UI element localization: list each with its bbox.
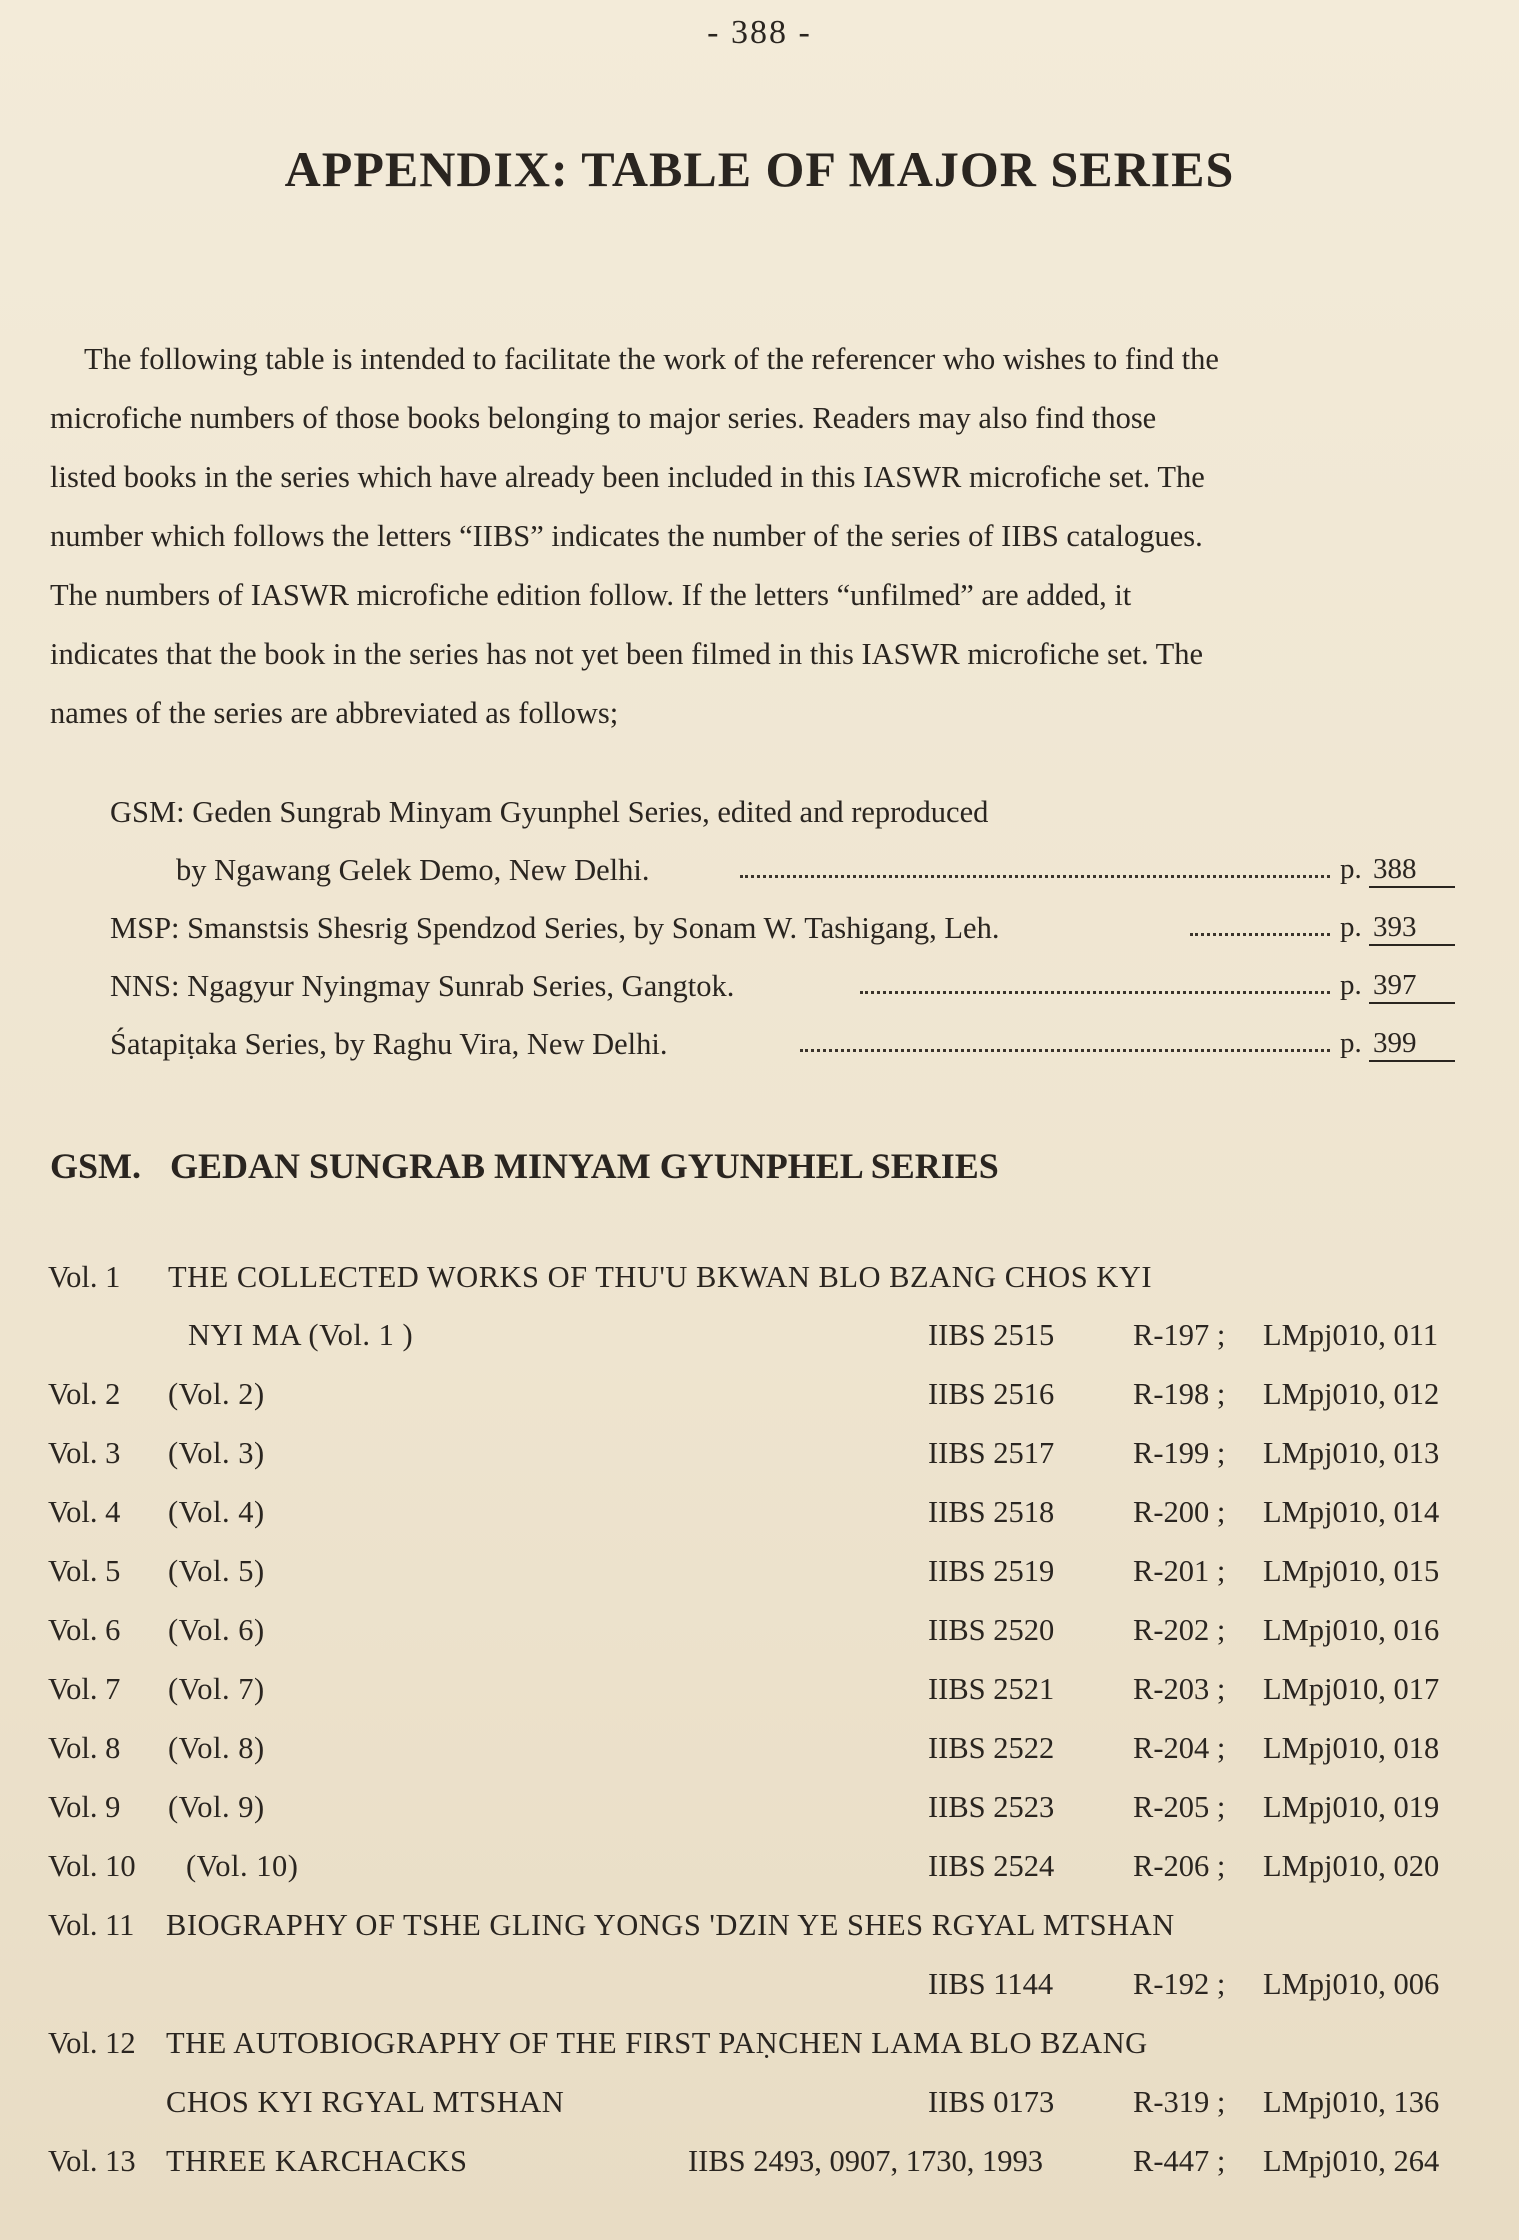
abbreviation-text: by Ngawang Gelek Demo, New Delhi. [176,853,650,887]
table-row [48,2026,1460,2076]
reel-number: R-319 ; [1133,2085,1226,2119]
page-reference-number: 393 [1369,911,1455,946]
table-row [48,1377,1460,1427]
iibs-number: IIBS 2524 [928,1849,1055,1883]
iibs-number: IIBS 2521 [928,1672,1055,1706]
iibs-number: IIBS 2515 [928,1318,1055,1352]
table-row [48,1849,1460,1899]
dot-leader [860,991,1330,994]
table-row [48,1318,1460,1368]
page-reference: p. 399 [1340,1027,1455,1062]
volume-label: Vol. 6 [48,1613,121,1647]
intro-line: microfiche numbers of those books belonging to major series. Readers may also find those [50,401,1157,435]
iibs-number: IIBS 0173 [928,2085,1055,2119]
iibs-number: IIBS 2523 [928,1790,1055,1824]
abbreviation-text: MSP: Smanstsis Shesrig Spendzod Series, by Sonam W. Tashigang, Leh. [110,911,1000,945]
volume-title: (Vol. 9) [168,1790,265,1824]
volume-title: (Vol. 5) [168,1554,265,1588]
microfiche-number: LMpj010, 018 [1263,1731,1440,1765]
abbreviation-text: GSM: Geden Sungrab Minyam Gyunphel Series, edited and reproduced [110,795,989,829]
intro-line: The numbers of IASWR microfiche edition follow. If the letters “unfilmed” are added, it [50,578,1132,612]
microfiche-number: LMpj010, 006 [1263,1967,1440,2001]
reel-number: R-202 ; [1133,1613,1226,1647]
table-row [48,1260,1460,1310]
volume-title: THE COLLECTED WORKS OF THU'U BKWAN BLO BZANG CHOS KYI [168,1260,1152,1294]
page-number: - 388 - [707,14,812,51]
abbreviation-entry-gsm [110,795,1455,845]
section-code: GSM. [50,1146,142,1186]
page-reference-number: 397 [1369,969,1455,1004]
abbreviation-text: Śatapiṭaka Series, by Raghu Vira, New Delhi. [110,1027,668,1061]
volume-title: (Vol. 4) [168,1495,265,1529]
intro-line: indicates that the book in the series has not yet been filmed in this IASWR microfiche set. The [50,637,1204,671]
page-title: APPENDIX: TABLE OF MAJOR SERIES [284,141,1235,197]
microfiche-number: LMpj010, 012 [1263,1377,1440,1411]
volume-label: Vol. 4 [48,1495,121,1529]
iibs-number: IIBS 2493, 0907, 1730, 1993 [688,2144,1043,2178]
abbreviation-text: NNS: Ngagyur Nyingmay Sunrab Series, Gangtok. [110,969,735,1003]
reel-number: R-447 ; [1133,2144,1226,2178]
intro-paragraph [50,330,1460,743]
iibs-number: IIBS 2516 [928,1377,1055,1411]
microfiche-number: LMpj010, 011 [1263,1318,1439,1352]
dot-leader [800,1049,1330,1052]
abbreviation-entry-gsm-cont [110,853,1455,903]
microfiche-number: LMpj010, 016 [1263,1613,1440,1647]
intro-line: number which follows the letters “IIBS” indicates the number of the series of IIBS catalogues. [50,519,1203,553]
table-row [48,2085,1460,2135]
volume-title: (Vol. 8) [168,1731,265,1765]
section-heading [50,1145,999,1187]
page-reference-number: 399 [1369,1027,1455,1062]
abbreviation-entry-msp [110,911,1455,961]
table-row [48,1613,1460,1663]
volume-label: Vol. 7 [48,1672,121,1706]
dot-leader [740,875,1330,878]
iibs-number: IIBS 2522 [928,1731,1055,1765]
page-reference: p. 397 [1340,969,1455,1004]
abbreviation-entry-nns [110,969,1455,1019]
volume-label: Vol. 3 [48,1436,121,1470]
iibs-number: IIBS 1144 [928,1967,1054,2001]
iibs-number: IIBS 2517 [928,1436,1055,1470]
volume-title: (Vol. 10) [186,1849,299,1883]
volume-label: Vol. 8 [48,1731,121,1765]
volume-title: (Vol. 3) [168,1436,265,1470]
table-row [48,1731,1460,1781]
iibs-number: IIBS 2519 [928,1554,1055,1588]
volume-title: BIOGRAPHY OF TSHE GLING YONGS 'DZIN YE SHES RGYAL MTSHAN [166,1908,1175,1942]
microfiche-number: LMpj010, 136 [1263,2085,1440,2119]
table-row [48,1672,1460,1722]
reel-number: R-206 ; [1133,1849,1226,1883]
reel-number: R-197 ; [1133,1318,1226,1352]
reel-number: R-205 ; [1133,1790,1226,1824]
volume-title: THREE KARCHACKS [166,2144,468,2178]
microfiche-number: LMpj010, 013 [1263,1436,1440,1470]
microfiche-number: LMpj010, 264 [1263,2144,1440,2178]
volume-title: THE AUTOBIOGRAPHY OF THE FIRST PAṆCHEN LAMA BLO BZANG [166,2026,1148,2060]
reel-number: R-192 ; [1133,1967,1226,2001]
iibs-number: IIBS 2518 [928,1495,1055,1529]
page-reference: p. 388 [1340,853,1455,888]
table-row [48,1495,1460,1545]
volume-label: Vol. 9 [48,1790,121,1824]
table-row [48,2144,1460,2194]
microfiche-number: LMpj010, 020 [1263,1849,1440,1883]
reel-number: R-204 ; [1133,1731,1226,1765]
intro-line: The following table is intended to facilitate the work of the referencer who wishes to find the [84,342,1219,376]
microfiche-number: LMpj010, 019 [1263,1790,1440,1824]
reel-number: R-198 ; [1133,1377,1226,1411]
volume-label: Vol. 5 [48,1554,121,1588]
abbreviation-entry-satapitaka [110,1027,1455,1077]
volume-label: Vol. 1 [48,1260,121,1294]
table-row [48,1436,1460,1486]
section-title: GEDAN SUNGRAB MINYAM GYUNPHEL SERIES [170,1146,999,1186]
reel-number: R-203 ; [1133,1672,1226,1706]
dot-leader [1190,933,1330,936]
volume-label: Vol. 2 [48,1377,121,1411]
volume-title-continued: CHOS KYI RGYAL MTSHAN [166,2085,565,2119]
reel-number: R-201 ; [1133,1554,1226,1588]
page-reference: p. 393 [1340,911,1455,946]
table-row [48,1554,1460,1604]
volume-title: (Vol. 6) [168,1613,265,1647]
intro-line: listed books in the series which have already been included in this IASWR microfiche set. The [50,460,1205,494]
reel-number: R-200 ; [1133,1495,1226,1529]
volume-label: Vol. 11 [48,1908,135,1942]
microfiche-number: LMpj010, 017 [1263,1672,1440,1706]
table-row [48,1790,1460,1840]
page-reference-number: 388 [1369,853,1455,888]
volume-label: Vol. 13 [48,2144,136,2178]
intro-line: names of the series are abbreviated as follows; [50,696,619,730]
volume-title-continued: NYI MA (Vol. 1 ) [188,1318,414,1352]
volume-label: Vol. 12 [48,2026,136,2060]
volume-title: (Vol. 7) [168,1672,265,1706]
microfiche-number: LMpj010, 014 [1263,1495,1440,1529]
table-row [48,1967,1460,2017]
iibs-number: IIBS 2520 [928,1613,1055,1647]
microfiche-number: LMpj010, 015 [1263,1554,1440,1588]
reel-number: R-199 ; [1133,1436,1226,1470]
table-row [48,1908,1460,1958]
volume-label: Vol. 10 [48,1849,136,1883]
volume-title: (Vol. 2) [168,1377,265,1411]
